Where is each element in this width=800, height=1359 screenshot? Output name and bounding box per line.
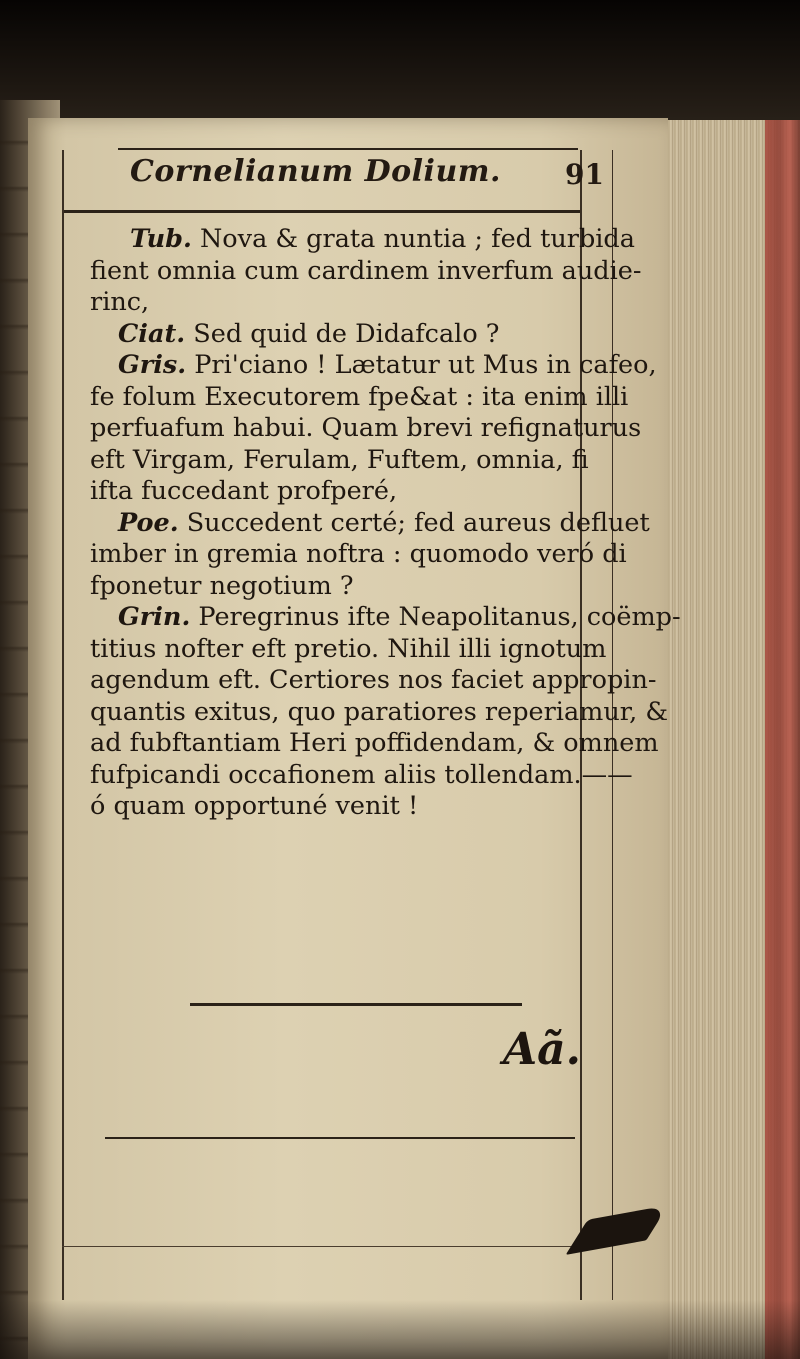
line-text: Pri'ciano ! Lætatur ut Mus in cafeo, (186, 350, 657, 380)
line-text: Peregrinus ifte Neapolitanus, coëmp- (190, 602, 681, 632)
line-text: quantis exitus, quo paratiores reperiamur, & (90, 696, 669, 727)
speaker-name: Gris. (118, 350, 187, 380)
line-text: agendum eft. Certiores nos faciet appropin- (90, 665, 657, 695)
text-line (90, 224, 650, 256)
text-line (90, 445, 650, 477)
text-line (90, 476, 650, 508)
text-line (90, 287, 650, 319)
footer-rule (62, 1246, 582, 1247)
line-text: ad fubftantiam Heri poffidendam, & omnem (90, 728, 659, 758)
text-line (90, 665, 657, 697)
header-rule (62, 210, 582, 213)
text-line (90, 256, 650, 288)
text-line (90, 791, 650, 823)
text-line (90, 350, 657, 382)
running-title: Cornelianum Dolium. (130, 154, 501, 189)
page-number: 91 (565, 158, 604, 191)
page-edges (655, 120, 800, 1359)
line-text: fponetur negotium ? (90, 570, 354, 601)
left-frame-rule (62, 150, 64, 1300)
text-line (90, 728, 659, 760)
line-text: fe folum Executorem fpe&at : ita enim illi (90, 381, 629, 412)
speaker-name: Tub. (130, 224, 192, 254)
text-line (90, 539, 650, 571)
line-text: ifta fuccedant profperé, (90, 476, 398, 506)
text-line (90, 634, 650, 666)
closing-rule (190, 1003, 522, 1006)
line-text: imber in gremia noftra : quomodo veró di (90, 539, 627, 569)
line-text: fufpicandi occafionem aliis tollendam.—— (90, 759, 633, 790)
page-header (130, 154, 550, 194)
speaker-name: Poe. (118, 507, 179, 538)
text-line (90, 508, 650, 540)
text-line (90, 413, 650, 445)
top-rule (118, 148, 578, 150)
line-text: rinc, (90, 287, 150, 317)
speaker-name: Ciat. (118, 318, 186, 349)
line-text: titius nofter eft pretio. Nihil illi ignotum (90, 633, 607, 664)
line-text: perfuafum habui. Quam brevi refignaturus (90, 413, 642, 443)
line-text: Succedent certé; fed aureus defluet (178, 507, 650, 538)
line-text: fient omnia cum cardinem inverfum audie- (90, 255, 642, 286)
line-text: Sed quid de Didafcalo ? (185, 318, 500, 349)
body-text (90, 224, 681, 823)
text-line (90, 760, 650, 792)
line-text: ó quam opportuné venit ! (90, 791, 419, 821)
text-line (90, 602, 681, 634)
line-text: eft Virgam, Ferulam, Fuftem, omnia, fi (90, 444, 589, 475)
speaker-name: Grin. (118, 602, 191, 632)
text-line (90, 696, 669, 729)
line-text: Nova & grata nuntia ; fed turbida (191, 224, 635, 254)
text-line (90, 571, 650, 603)
catchword: Aã. (503, 1024, 581, 1075)
text-line (90, 319, 650, 351)
text-line (90, 382, 650, 414)
bottom-rule (105, 1137, 575, 1139)
